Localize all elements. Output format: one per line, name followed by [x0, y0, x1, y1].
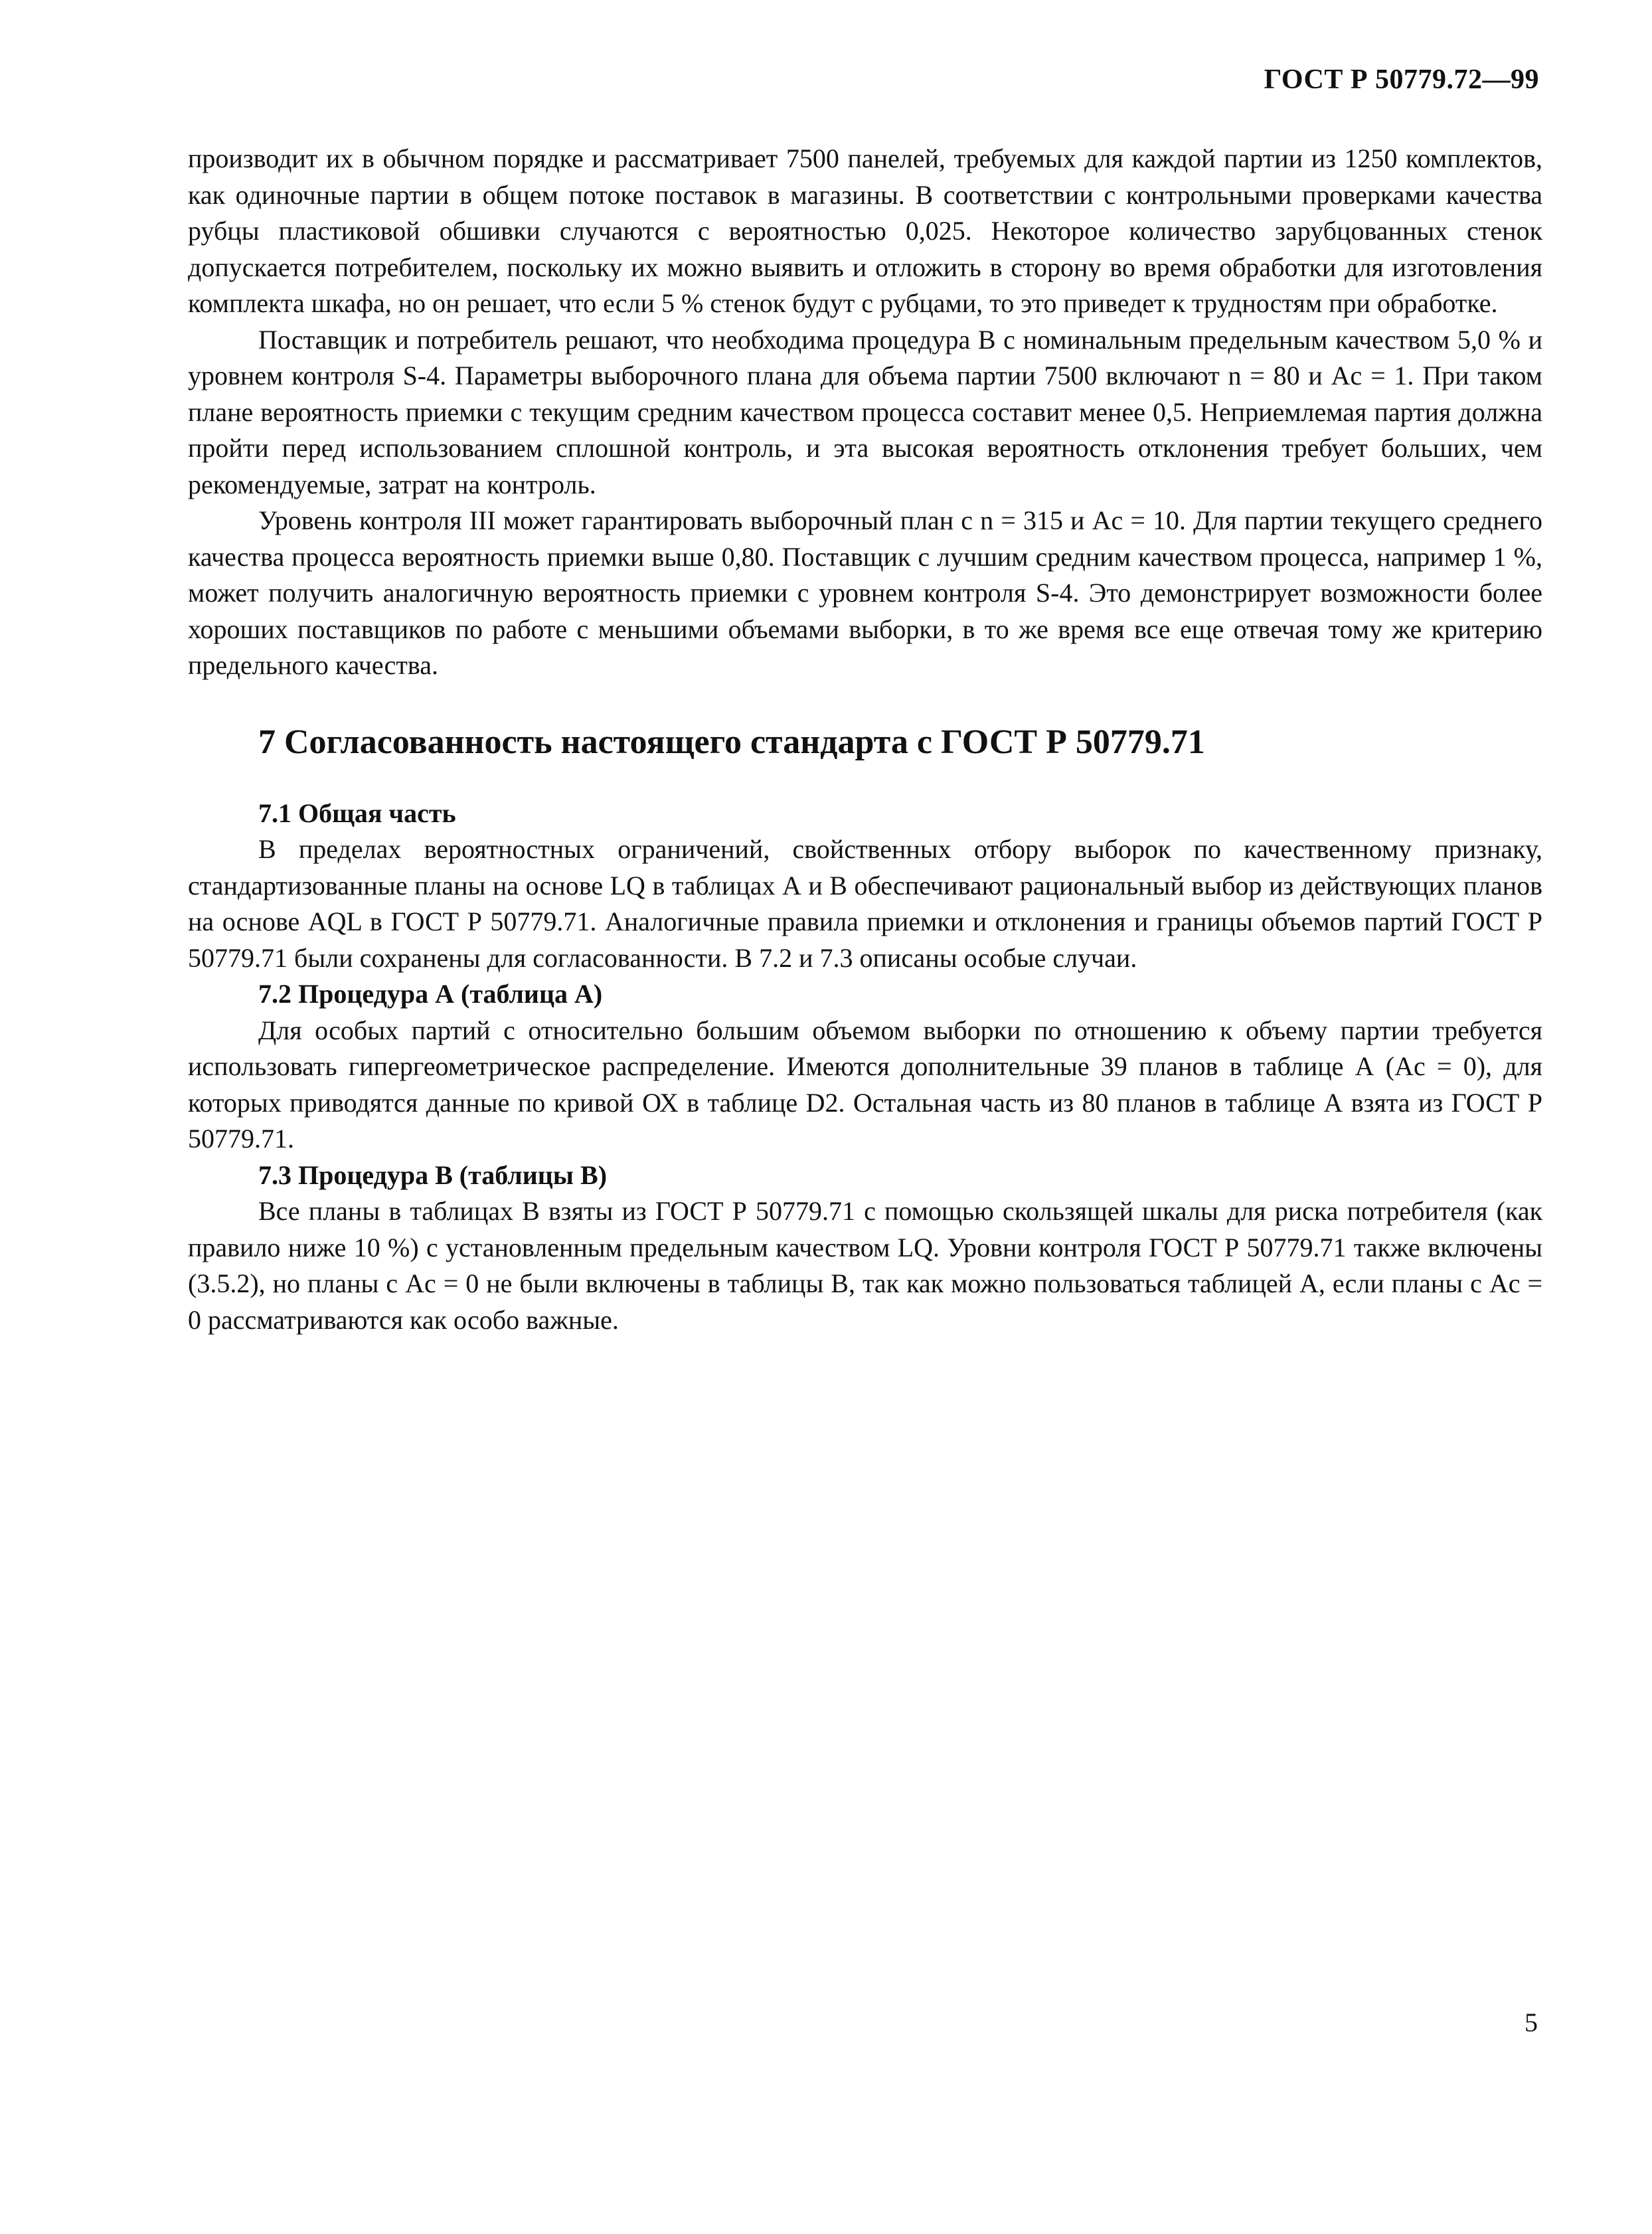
paragraph-continuation: производит их в обычном порядке и рассматривает 7500 панелей, требуемых для каждой партии из 1250 комплектов, как одиночные партии в общем потоке поставок в магазины. В соответствии с контрольными проверками качества рубцы пластиковой обшивки случаются с вероятностью 0,025. Некоторое количество зарубцованных стенок допускается потребителем, поскольку их можно выявить и отложить в сторону во время обработки для изготовления комплекта шкафа, но он решает, что если 5 % стенок будут с рубцами, то это приведет к трудностям при обработке. [188, 143, 1542, 318]
paragraph-procedure-b-decision: Поставщик и потребитель решают, что необходима процедура В с номинальным предельным качеством 5,0 % и уровнем контроля S-4. Параметры выборочного плана для объема партии 7500 включают n = 80 и Ac = 1. При таком плане вероятность приемки с текущим средним качеством процесса составит менее 0,5. Неприемлемая партия должна пройти перед использованием сплошной контроль, и эта высокая вероятность отклонения требует больших, чем рекомендуемые, затрат на контроль. [188, 324, 1542, 499]
page-number: 5 [1525, 2008, 1538, 2037]
subsection-7-1-text: В пределах вероятностных ограничений, свойственных отбору выборок по качественному признаку, стандартизованные планы на основе LQ в таблицах А и В обеспечивают рациональный выбор из действующих планов на основе AQL в ГОСТ Р 50779.71. Аналогичные правила приемки и отклонения и границы объемов партий ГОСТ Р 50779.71 были сохранены для согласованности. В 7.2 и 7.3 описаны особые случаи. [188, 834, 1542, 973]
document-body [188, 141, 1542, 1338]
subsection-7-3-text: Все планы в таблицах В взяты из ГОСТ Р 50779.71 с помощью скользящей шкалы для риска потребителя (как правило ниже 10 %) с установленным предельным качеством LQ. Уровни контроля ГОСТ Р 50779.71 также включены (3.5.2), но планы с Ac = 0 не были включены в таблицы В, так как можно пользоваться таблицей А, если планы с Ac = 0 рассматриваются как особо важные. [188, 1196, 1542, 1335]
section-7-heading: 7 Согласованность настоящего стандарта с ГОСТ Р 50779.71 [258, 723, 1205, 761]
subsection-7-2-text: Для особых партий с относительно большим объемом выборки по отношению к объему партии требуется использовать гипергеометрическое распределение. Имеются дополнительные 39 планов в таблице А (Ac = 0), для которых приводятся данные по кривой ОХ в таблице D2. Остальная часть из 80 планов в таблице А взята из ГОСТ Р 50779.71. [188, 1015, 1543, 1154]
document-header-id: ГОСТ Р 50779.72—99 [1264, 64, 1539, 95]
paragraph-inspection-level-iii: Уровень контроля III может гарантировать выборочный план с n = 315 и Ac = 10. Для партии текущего среднего качества процесса вероятность приемки выше 0,80. Поставщик с лучшим средним качеством процесса, например 1 %, может получить аналогичную вероятность приемки с уровнем контроля S-4. Это демонстрирует возможности более хороших поставщиков по работе с меньшими объемами выборки, в то же время все еще отвечая тому же критерию предельного качества. [188, 505, 1542, 680]
subsection-7-1-heading: 7.1 Общая часть [258, 798, 456, 828]
subsection-7-2-heading: 7.2 Процедура А (таблица А) [258, 979, 603, 1009]
subsection-7-3-heading: 7.3 Процедура В (таблицы В) [258, 1160, 608, 1190]
